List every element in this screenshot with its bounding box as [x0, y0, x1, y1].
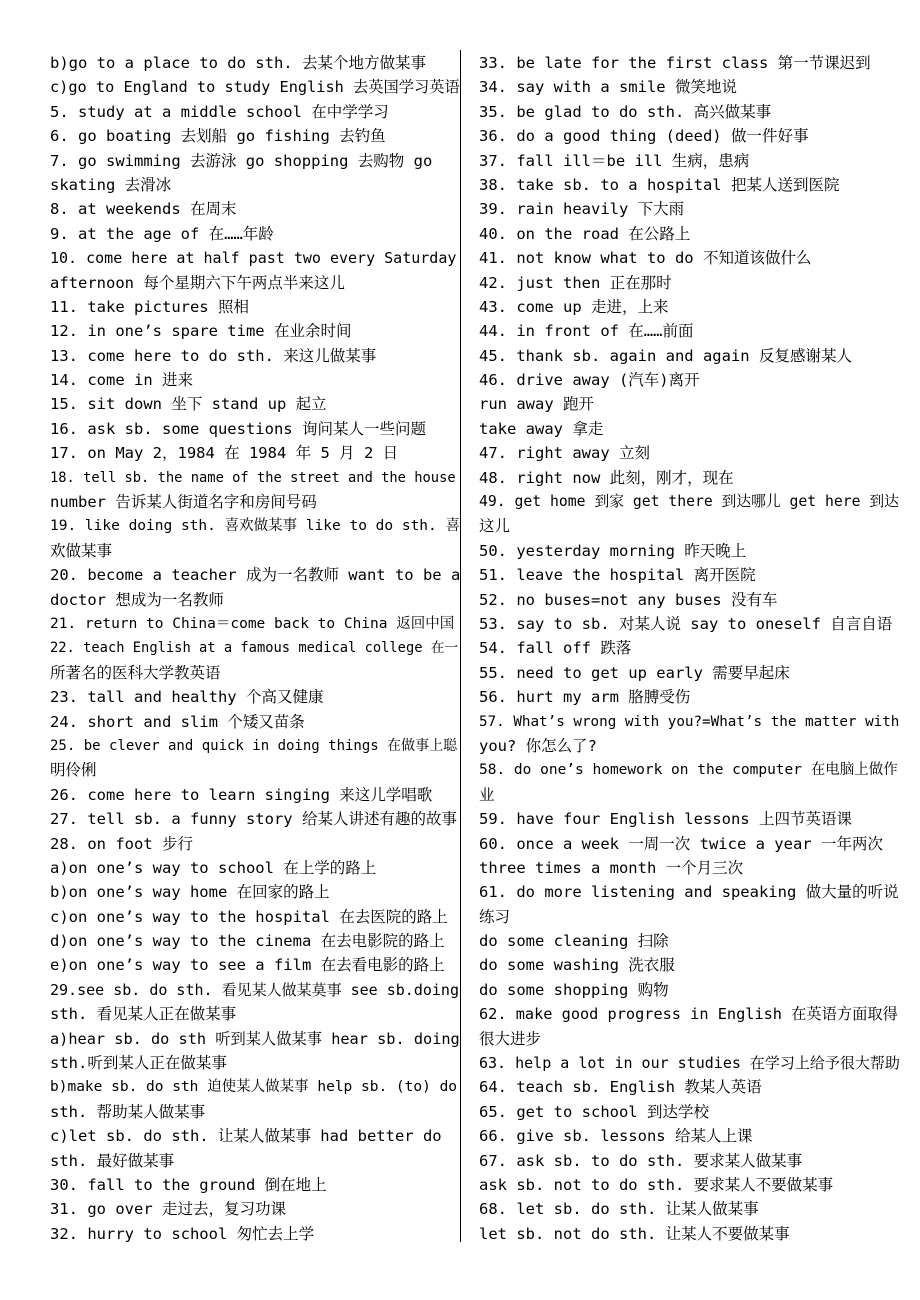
right-column-line: 33. be late for the first class 第一节课迟到 [479, 54, 871, 72]
left-column-line: 26. come here to learn singing 来这儿学唱歌 [50, 785, 433, 804]
right-column-line: 52. no buses=not any buses 没有车 [479, 590, 778, 609]
right-column-line: 47. right away 立刻 [479, 444, 650, 463]
left-column-line: 14. come in 进来 [50, 371, 193, 390]
right-column-line: 56. hurt my arm 胳膊受伤 [479, 688, 691, 707]
column-divider [460, 50, 461, 1242]
right-column-line: 42. just then 正在那时 [479, 273, 672, 292]
left-column-line: skating 去滑冰 [50, 175, 172, 194]
left-column-line: b)go to a place to do sth. 去某个地方做某事 [50, 54, 426, 72]
right-column-line: 64. teach sb. English 教某人英语 [479, 1078, 762, 1097]
right-column-line: 43. come up 走进，上来 [479, 297, 669, 316]
right-column-line: 48. right now 此刻，刚才，现在 [479, 468, 734, 487]
right-column-line: 68. let sb. do sth. 让某人做某事 [479, 1200, 759, 1219]
right-column-line: 67. ask sb. to do sth. 要求某人做某事 [479, 1151, 803, 1170]
right-column-line: 55. need to get up early 需要早起床 [479, 663, 790, 682]
right-column-line: run away 跑开 [479, 395, 594, 414]
right-column-line: 62. make good progress in English 在英语方面取得 [479, 1005, 898, 1024]
right-column-line: 60. once a week 一周一次 twice a year 一年两次 [479, 834, 883, 853]
right-column-line: 65. get to school 到达学校 [479, 1102, 709, 1121]
left-column-line: 21. return to China＝come back to China 返回中国 [50, 615, 455, 632]
left-column-line: b)make sb. do sth 迫使某人做某事 help sb. (to) do [50, 1079, 458, 1096]
left-column-line: 6. go boating 去划船 go fishing 去钓鱼 [50, 127, 386, 146]
right-column-line: 40. on the road 在公路上 [479, 224, 691, 243]
left-column-line: 17. on May 2，1984 在 1984 年 5 月 2 日 [50, 444, 399, 463]
right-column-line: 39. rain heavily 下大雨 [479, 200, 685, 219]
left-column-line: sth. 帮助某人做某事 [50, 1102, 206, 1121]
left-column-line: c)go to England to study English 去英国学习英语 [50, 78, 460, 97]
left-column-line: number 告诉某人街道名字和房间号码 [50, 493, 317, 512]
left-column-line: 23. tall and healthy 个高又健康 [50, 688, 324, 707]
left-column-line: afternoon 每个星期六下午两点半来这儿 [50, 273, 345, 292]
right-column-line: 63. help a lot in our studies 在学习上给予很大帮助 [479, 1054, 900, 1073]
left-column-line: 8. at weekends 在周末 [50, 200, 237, 219]
left-column-line: 28. on foot 步行 [50, 834, 193, 853]
left-column-line: 20. become a teacher 成为一名教师 want to be a [50, 566, 460, 585]
left-column-line: c)let sb. do sth. 让某人做某事 had better do [50, 1127, 442, 1146]
right-column-line: do some washing 洗衣服 [479, 956, 675, 975]
left-column-line: 25. be clever and quick in doing things 在做事上聪 [50, 737, 458, 754]
left-column-line: 15. sit down 坐下 stand up 起立 [50, 395, 327, 414]
left-column-line: sth.听到某人正在做某事 [50, 1054, 227, 1073]
left-column-line: 11. take pictures 照相 [50, 297, 249, 316]
left-column-line: 31. go over 走过去，复习功课 [50, 1200, 286, 1219]
right-column-line: let sb. not do sth. 让某人不要做某事 [479, 1224, 790, 1243]
left-column-line: 13. come here to do sth. 来这儿做某事 [50, 346, 377, 365]
left-column-line: sth. 看见某人正在做某事 [50, 1005, 237, 1024]
right-column-line: 44. in front of 在……前面 [479, 322, 694, 341]
right-column-line: 46. drive away (汽车)离开 [479, 371, 700, 390]
left-column-line: 16. ask sb. some questions 询问某人一些问题 [50, 419, 426, 438]
right-column-line: 59. have four English lessons 上四节英语课 [479, 810, 852, 829]
left-column-line: 30. fall to the ground 倒在地上 [50, 1175, 327, 1194]
left-column-line: e)on one’s way to see a film 在去看电影的路上 [50, 956, 445, 975]
right-column-line: 36. do a good thing (deed) 做一件好事 [479, 127, 809, 146]
left-column-line: doctor 想成为一名教师 [50, 590, 224, 609]
right-column-line: 50. yesterday morning 昨天晚上 [479, 541, 747, 560]
right-column-line: do some cleaning 扫除 [479, 932, 669, 951]
right-column-line: 41. not know what to do 不知道该做什么 [479, 249, 812, 268]
right-column-line: take away 拿走 [479, 419, 604, 438]
right-column-line: 49. get home 到家 get there 到达哪儿 get here 到达 [479, 493, 899, 511]
right-column-line: ask sb. not to do sth. 要求某人不要做某事 [479, 1175, 834, 1194]
left-column-line: a)hear sb. do sth 听到某人做某事 hear sb. doing [50, 1029, 460, 1048]
left-column-line: 所著名的医科大学教英语 [50, 663, 221, 682]
left-column-line: 18. tell sb. the name of the street and the house [50, 469, 456, 486]
left-column-line: 欢做某事 [50, 541, 113, 560]
right-column-line: three times a month 一个月三次 [479, 858, 744, 877]
right-column-line: 58. do one’s homework on the computer 在电脑上做作 [479, 762, 898, 779]
left-column-line: 明伶俐 [50, 761, 97, 780]
left-column-line: d)on one’s way to the cinema 在去电影院的路上 [50, 932, 445, 951]
left-column-line: 7. go swimming 去游泳 go shopping 去购物 go [50, 151, 433, 170]
left-column-line: 24. short and slim 个矮又苗条 [50, 712, 305, 731]
right-column-line: 37. fall ill＝be ill 生病，患病 [479, 151, 750, 170]
left-column-line: 22. teach English at a famous medical college 在一 [50, 640, 459, 657]
right-column-line: 38. take sb. to a hospital 把某人送到医院 [479, 175, 840, 194]
left-column [50, 51, 460, 1246]
right-column-line: 34. say with a smile 微笑地说 [479, 78, 737, 97]
right-column-line: 53. say to sb. 对某人说 say to oneself 自言自语 [479, 614, 893, 633]
right-column [479, 51, 901, 1246]
right-column-line: 61. do more listening and speaking 做大量的听说 [479, 883, 899, 902]
left-column-line: 32. hurry to school 匆忙去上学 [50, 1224, 315, 1243]
left-column-line: 29.see sb. do sth. 看见某人做某莫事 see sb.doing [50, 980, 459, 999]
left-column-line: 9. at the age of 在……年龄 [50, 224, 274, 243]
right-column-line: you? 你怎么了? [479, 736, 597, 755]
right-column-line: 练习 [479, 907, 511, 926]
right-column-line: 51. leave the hospital 离开医院 [479, 566, 756, 585]
right-column-line: 很大进步 [479, 1029, 542, 1048]
left-column-line: a)on one’s way to school 在上学的路上 [50, 858, 377, 877]
right-column-line: 57. What’s wrong with you?=What’s the matter with [479, 713, 900, 730]
left-column-line: 10. come here at half past two every Saturday [50, 249, 457, 268]
left-column-line: b)on one’s way home 在回家的路上 [50, 883, 330, 902]
left-column-line: sth. 最好做某事 [50, 1151, 175, 1170]
left-column-line: 27. tell sb. a funny story 给某人讲述有趣的故事 [50, 810, 457, 829]
right-column-line: 这儿 [479, 517, 511, 536]
right-column-line: 66. give sb. lessons 给某人上课 [479, 1127, 753, 1146]
left-column-line: 5. study at a middle school 在中学学习 [50, 102, 389, 121]
left-column-line: 12. in one’s spare time 在业余时间 [50, 322, 352, 341]
right-column-line: 45. thank sb. again and again 反复感谢某人 [479, 346, 852, 365]
left-column-line: c)on one’s way to the hospital 在去医院的路上 [50, 907, 448, 926]
right-column-line: do some shopping 购物 [479, 980, 669, 999]
right-column-line: 35. be glad to do sth. 高兴做某事 [479, 102, 772, 121]
left-column-line: 19. like doing sth. 喜欢做某事 like to do sth. 喜 [50, 518, 460, 535]
right-column-line: 业 [479, 785, 495, 804]
right-column-line: 54. fall off 跌落 [479, 639, 632, 658]
